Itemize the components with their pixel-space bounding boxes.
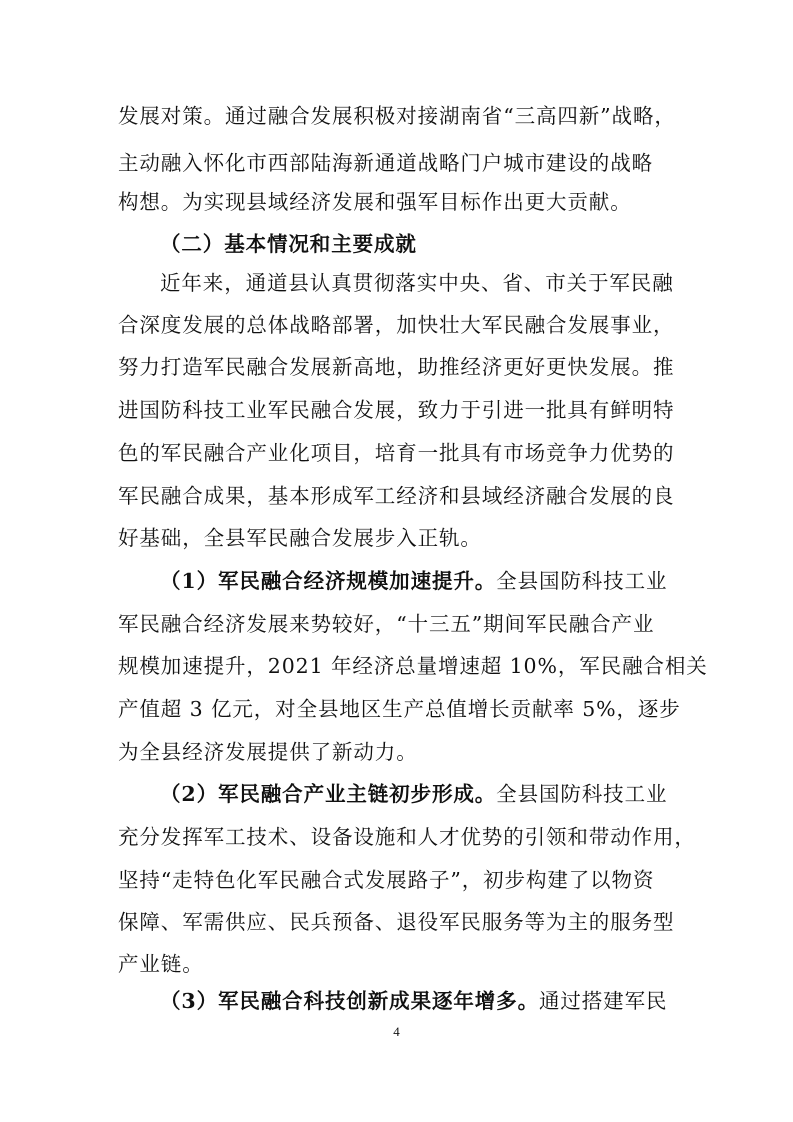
overview-line-7: 好基础，全县军民融合发展步入正轨。 <box>118 526 482 550</box>
item2-text: 全县国防科技工业 <box>496 782 668 806</box>
overview-line-6: 军民融合成果，基本形成军工经济和县域经济融合发展的良 <box>118 484 675 508</box>
item2-line-3: 坚持“走特色化军民融合式发展路子”，初步构建了以物资 <box>118 868 655 892</box>
item3-first-line <box>160 987 667 1015</box>
item1-first-line <box>160 567 667 595</box>
intro-line-2: 主动融入怀化市西部陆海新通道战略门户城市建设的战略 <box>118 151 653 175</box>
overview-line-5: 色的军民融合产业化项目，培育一批具有市场竞争力优势的 <box>118 441 675 465</box>
overview-line-4: 进国防科技工业军民融合发展，致力于引进一批具有鲜明特 <box>118 398 675 422</box>
item3-text: 通过搭建军民 <box>538 989 668 1013</box>
item1-line-2: 军民融合经济发展来势较好，“十三五”期间军民融合产业 <box>118 612 655 636</box>
item1-text: 全县国防科技工业 <box>496 569 668 593</box>
section-heading: （二）基本情况和主要成就 <box>160 232 417 256</box>
page-number: 4 <box>393 1024 400 1039</box>
item2-line-4: 保障、军需供应、民兵预备、退役军民服务等为主的服务型 <box>118 910 675 934</box>
item2-line-5: 产业链。 <box>118 952 204 976</box>
intro-line-1: 发展对策。通过融合发展积极对接湖南省“三高四新”战略， <box>118 104 676 128</box>
item1-line-5: 为全县经济发展提供了新动力。 <box>118 740 418 764</box>
item3-heading: （3）军民融合科技创新成果逐年增多。 <box>160 989 539 1013</box>
item2-heading: （2）军民融合产业主链初步形成。 <box>160 782 497 806</box>
item1-line-3: 规模加速提升，2021 年经济总量增速超 10%，军民融合相关 <box>118 654 708 678</box>
item2-first-line <box>160 780 667 808</box>
overview-line-3: 努力打造军民融合发展新高地，助推经济更好更快发展。推 <box>118 355 675 379</box>
overview-line-2: 合深度发展的总体战略部署，加快壮大军民融合发展事业， <box>118 313 675 337</box>
item1-line-4: 产值超 3 亿元，对全县地区生产总值增长贡献率 5%，逐步 <box>118 697 681 721</box>
item2-line-2: 充分发挥军工技术、设备设施和人才优势的引领和带动作用， <box>118 825 696 849</box>
item1-heading: （1）军民融合经济规模加速提升。 <box>160 569 497 593</box>
intro-line-3: 构想。为实现县域经济发展和强军目标作出更大贡献。 <box>118 190 632 214</box>
overview-line-1: 近年来，通道县认真贯彻落实中央、省、市关于军民融 <box>160 271 674 295</box>
